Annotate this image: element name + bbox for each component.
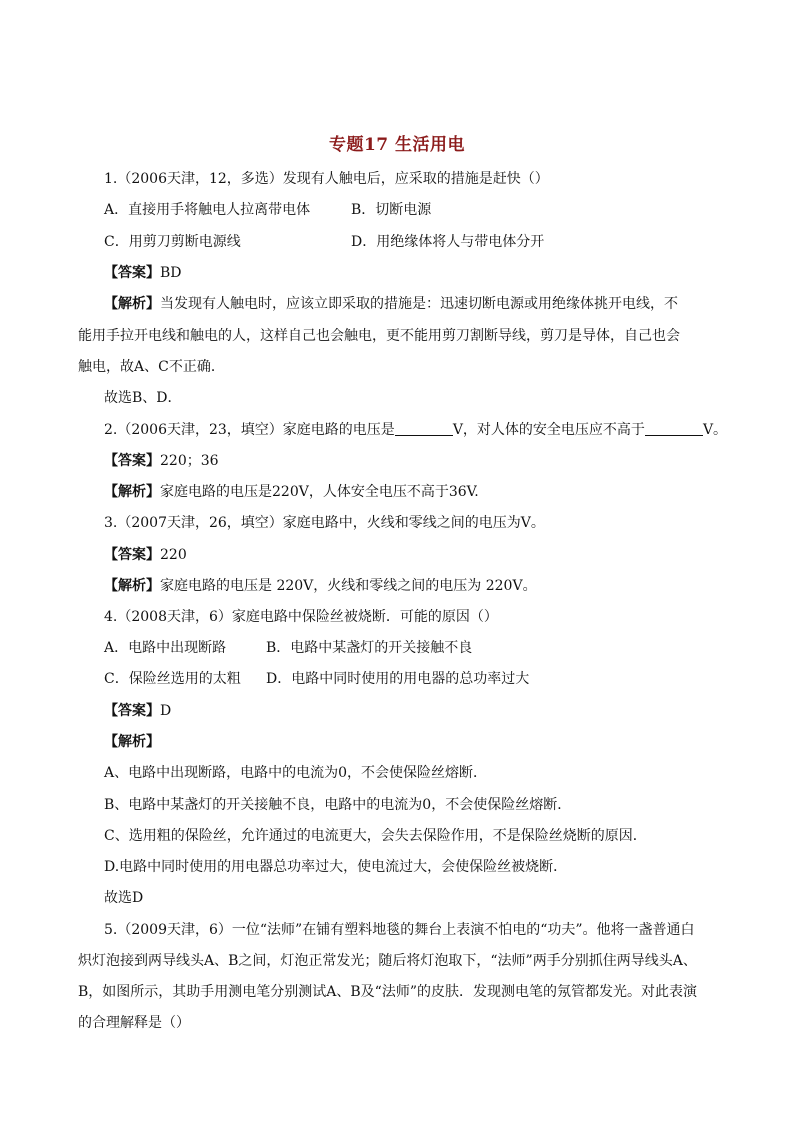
q4-analysis-d: D.电路中同时使用的用电器总功率过大，使电流过大，会使保险丝被烧断．: [104, 859, 568, 875]
q3-answer: [104, 545, 187, 565]
q2-stem-part-3: V。: [702, 422, 728, 438]
q2-answer-value: 220；36: [160, 453, 219, 469]
q2-stem: [104, 420, 727, 440]
q2-analysis-text: 家庭电路的电压是220V，人体安全电压不高于36V.: [160, 484, 479, 500]
q4-answer-value: D: [160, 703, 172, 719]
analysis-label: 【解析】: [104, 484, 160, 500]
q3-stem: 3.（2007天津，26，填空）家庭电路中，火线和零线之间的电压为V。: [104, 515, 545, 531]
q1-option-c: C．用剪刀剪断电源线: [104, 234, 241, 250]
analysis-label: 【解析】: [104, 578, 160, 594]
q4-answer: [104, 701, 171, 721]
q2-answer: [104, 451, 219, 471]
q4-analysis-b: B、电路中某盏灯的开关接触不良，电路中的电流为0，不会使保险丝熔断．: [104, 797, 572, 813]
q1-option-d: D．用绝缘体将人与带电体分开: [351, 234, 545, 250]
q4-option-c: C．保险丝选用的太粗: [104, 671, 241, 687]
q3-answer-value: 220: [160, 547, 187, 563]
page-title: 专题17 生活用电: [328, 135, 466, 155]
q1-analysis-line-2: 能用手拉开电线和触电的人，这样自己也会触电，更不能用剪刀割断导线，剪刀是导体，自己也会: [78, 328, 680, 344]
answer-label: 【答案】: [104, 453, 160, 469]
q1-analysis-line-3: 触电，故A、C不正确．: [78, 359, 225, 375]
q1-conclusion: 故选B、D．: [104, 390, 182, 406]
q1-analysis-text-1: 当发现有人触电时，应该立即采取的措施是：迅速切断电源或用绝缘体挑开电线，不: [160, 296, 678, 312]
q1-option-a: A．直接用手将触电人拉离带电体: [104, 202, 311, 218]
q1-option-b: B．切断电源: [351, 202, 432, 218]
q5-line-2: 炽灯泡接到两导线头A、B之间，灯泡正常发光；随后将灯泡取下，“法师”两手分别抓住两导线头A、: [78, 953, 697, 969]
q2-stem-part-1: 2.（2006天津，23，填空）家庭电路的电压是: [104, 422, 395, 438]
answer-label: 【答案】: [104, 265, 160, 281]
q1-answer-value: BD: [160, 265, 182, 281]
q3-analysis-text: 家庭电路的电压是 220V，火线和零线之间的电压为 220V。: [160, 578, 537, 594]
q3-analysis: [104, 576, 537, 596]
q4-stem: 4.（2008天津，6）家庭电路中保险丝被烧断．可能的原因（）: [104, 609, 498, 625]
analysis-label: 【解析】: [104, 296, 160, 312]
q1-answer: [104, 263, 182, 283]
analysis-label: 【解析】: [104, 734, 160, 750]
q1-stem: 1.（2006天津，12，多选）发现有人触电后，应采取的措施是赶快（）: [104, 171, 549, 187]
q4-option-b: B．电路中某盏灯的开关接触不良: [266, 640, 473, 656]
q1-analysis-line-1: [104, 294, 678, 314]
q4-conclusion: 故选D: [104, 890, 144, 906]
q2-blank-2: [645, 421, 703, 436]
q4-option-d: D．电路中同时使用的用电器的总功率过大: [266, 671, 530, 687]
q5-line-3: B，如图所示，其助手用测电笔分别测试A、B及“法师”的皮肤．发现测电笔的氖管都发光。对此表演: [78, 984, 697, 1000]
q2-stem-part-2: V，对人体的安全电压应不高于: [452, 422, 645, 438]
q2-blank-1: [395, 421, 453, 436]
q4-analysis-heading: [104, 732, 160, 752]
q2-analysis: [104, 482, 479, 502]
q4-analysis-c: C、选用粗的保险丝，允许通过的电流更大，会失去保险作用，不是保险丝烧断的原因．: [104, 828, 647, 844]
answer-label: 【答案】: [104, 547, 160, 563]
q5-line-1: 5.（2009天津，6）一位“法师”在铺有塑料地毯的舞台上表演不怕电的“功夫”。他将一盏普通白: [104, 922, 695, 938]
answer-label: 【答案】: [104, 703, 160, 719]
q5-line-4: 的合理解释是（）: [78, 1015, 190, 1031]
q4-option-a: A．电路中出现断路: [104, 640, 227, 656]
q4-analysis-a: A、电路中出现断路，电路中的电流为0，不会使保险丝熔断．: [104, 765, 488, 781]
